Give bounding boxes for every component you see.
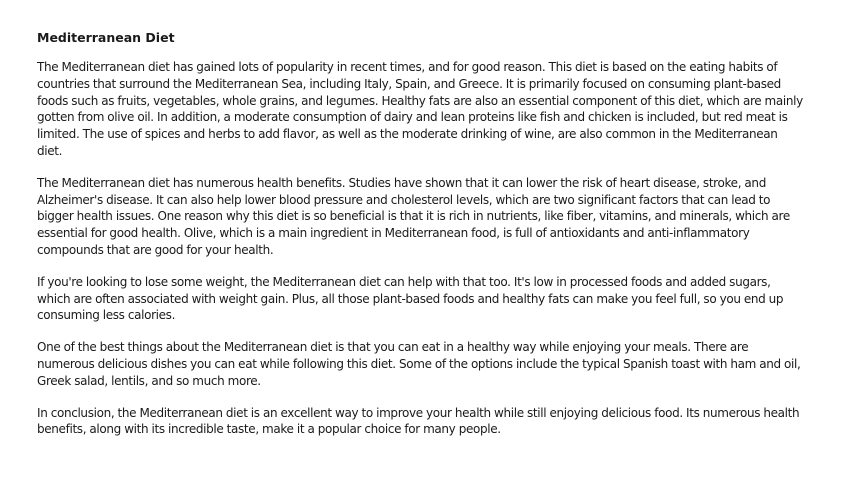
document-title: Mediterranean Diet (37, 30, 175, 45)
document-body (37, 29, 803, 453)
paragraph-health-benefits: The Mediterranean diet has numerous health benefits. Studies have shown that it can lower the risk of heart disease, stroke, and Alzheimer's disease. It can also help lower blood pressure and cholesterol levels, which are two significant factors that can lead to bigger health issues. One reason why this diet is so beneficial is that it is rich in nutrients, like fiber, vitamins, and minerals, which are essential for good health. Olive, which is a main ingredient in Mediterranean food, is full of antioxidants and anti-inflammatory compounds that are good for your health. (37, 175, 790, 257)
paragraph-enjoying-meals: One of the best things about the Mediterranean diet is that you can eat in a healthy way while enjoying your meals. There are numerous delicious dishes you can eat while following this diet. Some of the options include the typical Spanish toast with ham and oil, Greek salad, lentils, and so much more. (37, 340, 801, 388)
paragraph-introduction: The Mediterranean diet has gained lots of popularity in recent times, and for good reason. This diet is based on the eating habits of countries that surround the Mediterranean Sea, including Italy, Spain, and Greece. It is primarily focused on consuming plant-based foods such as fruits, vegetables, whole grains, and legumes. Healthy fats are also an essential component of this diet, which are mainly gotten from olive oil. In addition, a moderate consumption of dairy and lean proteins like fish and chicken is included, but red meat is limited. The use of spices and herbs to add flavor, as well as the moderate drinking of wine, are also common in the Mediterranean diet. (37, 60, 803, 158)
paragraph-conclusion: In conclusion, the Mediterranean diet is an excellent way to improve your health while still enjoying delicious food. Its numerous health benefits, along with its incredible taste, make it a popular choice for many people. (37, 405, 800, 437)
paragraph-weight-loss: If you're looking to lose some weight, the Mediterranean diet can help with that too. It's low in processed foods and added sugars, which are often associated with weight gain. Plus, all those plant-based foods and healthy fats can make you feel full, so you end up consuming less calories. (37, 274, 784, 323)
